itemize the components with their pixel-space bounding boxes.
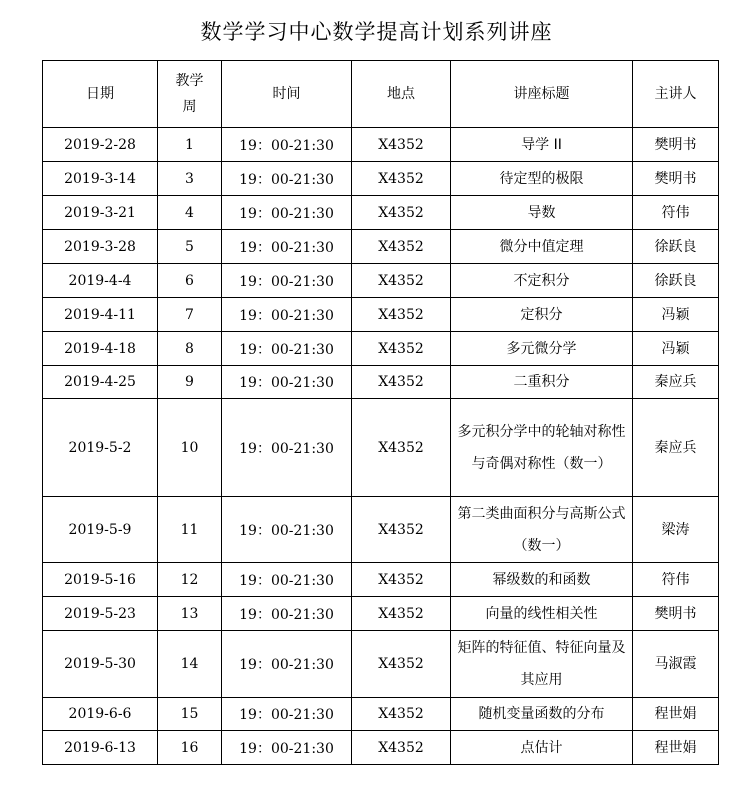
cell-date-text: 2019-5-23 — [64, 605, 136, 622]
table-row — [43, 698, 719, 731]
cell-time-text: 19：00-21:30 — [239, 740, 334, 757]
cell-place-text: X4352 — [378, 170, 424, 187]
cell-speaker — [633, 162, 719, 196]
cell-topic — [451, 631, 633, 698]
cell-topic-text: 多元微分学 — [506, 340, 577, 357]
cell-week-text: 14 — [180, 656, 199, 672]
cell-topic-text: 微分中值定理 — [499, 238, 584, 255]
cell-topic-text: 导学 II — [521, 136, 562, 153]
cell-time — [222, 128, 352, 162]
cell-place — [352, 230, 451, 264]
cell-date — [43, 128, 158, 162]
cell-date-text: 2019-4-25 — [64, 374, 136, 390]
table-row — [43, 731, 719, 765]
cell-time-text: 19：00-21:30 — [239, 171, 334, 188]
cell-time — [222, 264, 352, 298]
header-topic: 讲座标题 — [451, 61, 633, 128]
cell-time — [222, 298, 352, 332]
cell-week-text: 9 — [185, 374, 194, 390]
cell-speaker — [633, 264, 719, 298]
cell-time — [222, 230, 352, 264]
cell-topic-text: 待定型的极限 — [499, 170, 584, 187]
cell-time — [222, 563, 352, 597]
cell-week-text: 4 — [185, 204, 194, 221]
cell-time-text: 19：00-21:30 — [239, 205, 334, 222]
cell-place-text: X4352 — [378, 605, 424, 622]
cell-date-text: 2019-5-16 — [64, 571, 136, 588]
cell-topic — [451, 698, 633, 731]
cell-date — [43, 264, 158, 298]
table-row — [43, 399, 719, 497]
cell-date — [43, 698, 158, 731]
cell-week-text: 1 — [185, 136, 194, 153]
cell-time — [222, 497, 352, 563]
cell-week-text: 8 — [185, 340, 194, 357]
cell-date-text: 2019-2-28 — [64, 136, 136, 153]
cell-speaker — [633, 731, 719, 765]
cell-topic — [451, 128, 633, 162]
cell-topic — [451, 731, 633, 765]
table-row — [43, 366, 719, 399]
header-place: 地点 — [352, 61, 451, 128]
table-row — [43, 264, 719, 298]
cell-week-text: 11 — [180, 521, 199, 538]
cell-place — [352, 731, 451, 765]
cell-topic — [451, 366, 633, 399]
table-row — [43, 298, 719, 332]
cell-week — [158, 563, 222, 597]
cell-week — [158, 698, 222, 731]
cell-place — [352, 128, 451, 162]
cell-date-text: 2019-4-18 — [64, 340, 136, 357]
cell-time — [222, 698, 352, 731]
cell-date — [43, 597, 158, 631]
cell-time-text: 19：00-21:30 — [239, 522, 334, 539]
cell-date — [43, 563, 158, 597]
cell-week-text: 13 — [180, 605, 199, 622]
cell-date-text: 2019-5-30 — [64, 656, 136, 672]
cell-topic — [451, 497, 633, 563]
cell-week — [158, 332, 222, 366]
cell-speaker-text: 徐跃良 — [654, 272, 697, 289]
cell-date — [43, 196, 158, 230]
cell-topic-text: 向量的线性相关性 — [485, 605, 598, 622]
cell-topic — [451, 298, 633, 332]
cell-place — [352, 631, 451, 698]
header-time: 时间 — [222, 61, 352, 128]
cell-week-text: 15 — [180, 706, 199, 722]
cell-place — [352, 298, 451, 332]
cell-place — [352, 597, 451, 631]
cell-time-text: 19：00-21:30 — [239, 137, 334, 154]
cell-topic — [451, 196, 633, 230]
cell-week-text: 7 — [185, 306, 194, 323]
cell-time-text: 19：00-21:30 — [239, 307, 334, 324]
cell-speaker-text: 樊明书 — [654, 170, 697, 187]
cell-topic — [451, 399, 633, 497]
cell-speaker-text: 秦应兵 — [654, 439, 697, 456]
cell-week — [158, 497, 222, 563]
cell-date — [43, 497, 158, 563]
cell-date-text: 2019-6-13 — [64, 739, 136, 756]
table-row — [43, 497, 719, 563]
cell-speaker-text: 程世娟 — [654, 739, 697, 756]
lecture-schedule-table — [42, 60, 719, 765]
cell-speaker-text: 冯颖 — [661, 340, 690, 357]
cell-time — [222, 399, 352, 497]
cell-time — [222, 731, 352, 765]
cell-place-text: X4352 — [378, 374, 424, 390]
cell-place-text: X4352 — [378, 739, 424, 756]
cell-topic — [451, 230, 633, 264]
cell-place-text: X4352 — [378, 656, 424, 672]
cell-week-text: 12 — [180, 571, 199, 588]
cell-topic-text: 矩阵的特征值、特征向量及其应用 — [457, 640, 626, 688]
cell-speaker — [633, 399, 719, 497]
cell-place-text: X4352 — [378, 204, 424, 221]
cell-speaker — [633, 497, 719, 563]
cell-date-text: 2019-5-9 — [68, 521, 132, 538]
cell-place — [352, 162, 451, 196]
cell-topic-text: 第二类曲面积分与高斯公式（数一） — [457, 505, 626, 554]
cell-topic — [451, 332, 633, 366]
cell-topic-text: 幂级数的和函数 — [492, 571, 591, 588]
cell-place — [352, 196, 451, 230]
cell-week — [158, 597, 222, 631]
cell-place-text: X4352 — [378, 571, 424, 588]
cell-time-text: 19：00-21:30 — [239, 273, 334, 290]
cell-topic-text: 二重积分 — [513, 374, 570, 390]
cell-time-text: 19：00-21:30 — [239, 341, 334, 358]
cell-time — [222, 597, 352, 631]
cell-date — [43, 230, 158, 264]
header-week-label: 教学周 — [175, 73, 204, 115]
table-row — [43, 563, 719, 597]
table-row — [43, 332, 719, 366]
cell-place — [352, 264, 451, 298]
cell-week-text: 16 — [180, 739, 199, 756]
cell-time — [222, 631, 352, 698]
cell-time — [222, 366, 352, 399]
cell-date — [43, 298, 158, 332]
cell-week — [158, 230, 222, 264]
cell-week — [158, 366, 222, 399]
cell-speaker — [633, 597, 719, 631]
cell-topic-text: 导数 — [527, 204, 556, 221]
table-row — [43, 631, 719, 698]
table-row — [43, 230, 719, 264]
cell-date-text: 2019-4-4 — [68, 272, 132, 289]
cell-date — [43, 162, 158, 196]
cell-place-text: X4352 — [378, 306, 424, 323]
cell-place-text: X4352 — [378, 238, 424, 255]
cell-place-text: X4352 — [378, 272, 424, 289]
cell-week — [158, 162, 222, 196]
cell-topic-text: 点估计 — [520, 739, 563, 756]
cell-speaker-text: 符伟 — [661, 204, 690, 221]
cell-speaker-text: 冯颖 — [661, 306, 690, 323]
cell-speaker — [633, 563, 719, 597]
cell-speaker — [633, 128, 719, 162]
cell-week-text: 5 — [185, 238, 194, 255]
cell-place-text: X4352 — [378, 136, 424, 153]
cell-topic — [451, 563, 633, 597]
cell-time — [222, 162, 352, 196]
table-row — [43, 597, 719, 631]
page-title: 数学学习中心数学提高计划系列讲座 — [200, 20, 553, 44]
cell-topic — [451, 597, 633, 631]
cell-speaker-text: 马淑霞 — [654, 656, 697, 672]
cell-topic — [451, 162, 633, 196]
cell-topic-text: 随机变量函数的分布 — [478, 706, 605, 722]
header-week — [158, 61, 222, 128]
cell-week-text: 6 — [185, 272, 194, 289]
cell-date — [43, 731, 158, 765]
table-header-row — [43, 61, 719, 128]
cell-speaker-text: 秦应兵 — [654, 374, 697, 390]
cell-date — [43, 332, 158, 366]
cell-time-text: 19：00-21:30 — [239, 707, 334, 723]
cell-speaker — [633, 230, 719, 264]
cell-speaker-text: 樊明书 — [654, 136, 697, 153]
cell-speaker — [633, 332, 719, 366]
cell-week — [158, 196, 222, 230]
cell-time-text: 19：00-21:30 — [239, 239, 334, 256]
cell-speaker — [633, 631, 719, 698]
cell-week — [158, 298, 222, 332]
cell-date-text: 2019-4-11 — [64, 306, 136, 323]
cell-speaker-text: 符伟 — [661, 571, 690, 588]
cell-speaker — [633, 298, 719, 332]
cell-speaker-text: 徐跃良 — [654, 238, 697, 255]
cell-place-text: X4352 — [378, 439, 424, 456]
cell-topic — [451, 264, 633, 298]
cell-speaker — [633, 196, 719, 230]
cell-time-text: 19：00-21:30 — [239, 572, 334, 589]
cell-time-text: 19：00-21:30 — [239, 657, 334, 673]
cell-speaker — [633, 698, 719, 731]
cell-time — [222, 332, 352, 366]
cell-place-text: X4352 — [378, 706, 424, 722]
cell-place — [352, 366, 451, 399]
cell-time-text: 19：00-21:30 — [239, 606, 334, 623]
cell-speaker-text: 梁涛 — [661, 521, 690, 538]
cell-date — [43, 366, 158, 399]
cell-time-text: 19：00-21:30 — [239, 440, 334, 457]
header-speaker: 主讲人 — [633, 61, 719, 128]
cell-date-text: 2019-3-28 — [64, 238, 136, 255]
cell-place — [352, 497, 451, 563]
cell-week — [158, 264, 222, 298]
cell-speaker-text: 樊明书 — [654, 605, 697, 622]
cell-place — [352, 698, 451, 731]
cell-date — [43, 631, 158, 698]
cell-topic-text: 定积分 — [520, 306, 563, 323]
cell-place-text: X4352 — [378, 521, 424, 538]
cell-speaker — [633, 366, 719, 399]
cell-date-text: 2019-3-21 — [64, 204, 136, 221]
table-row — [43, 128, 719, 162]
cell-date-text: 2019-3-14 — [64, 170, 136, 187]
cell-date-text: 2019-5-2 — [68, 439, 132, 456]
cell-week — [158, 128, 222, 162]
cell-week — [158, 631, 222, 698]
header-date: 日期 — [43, 61, 158, 128]
cell-date-text: 2019-6-6 — [68, 706, 132, 722]
cell-place — [352, 332, 451, 366]
cell-week — [158, 399, 222, 497]
cell-topic-text: 多元积分学中的轮轴对称性与奇偶对称性（数一） — [457, 423, 626, 472]
cell-topic-text: 不定积分 — [513, 272, 570, 289]
cell-time — [222, 196, 352, 230]
cell-time-text: 19：00-21:30 — [239, 375, 334, 391]
table-row — [43, 162, 719, 196]
cell-week-text: 3 — [185, 170, 194, 187]
cell-week — [158, 731, 222, 765]
cell-place — [352, 399, 451, 497]
cell-speaker-text: 程世娟 — [654, 706, 697, 722]
cell-place-text: X4352 — [378, 340, 424, 357]
table-row — [43, 196, 719, 230]
cell-week-text: 10 — [180, 439, 199, 456]
cell-place — [352, 563, 451, 597]
cell-date — [43, 399, 158, 497]
